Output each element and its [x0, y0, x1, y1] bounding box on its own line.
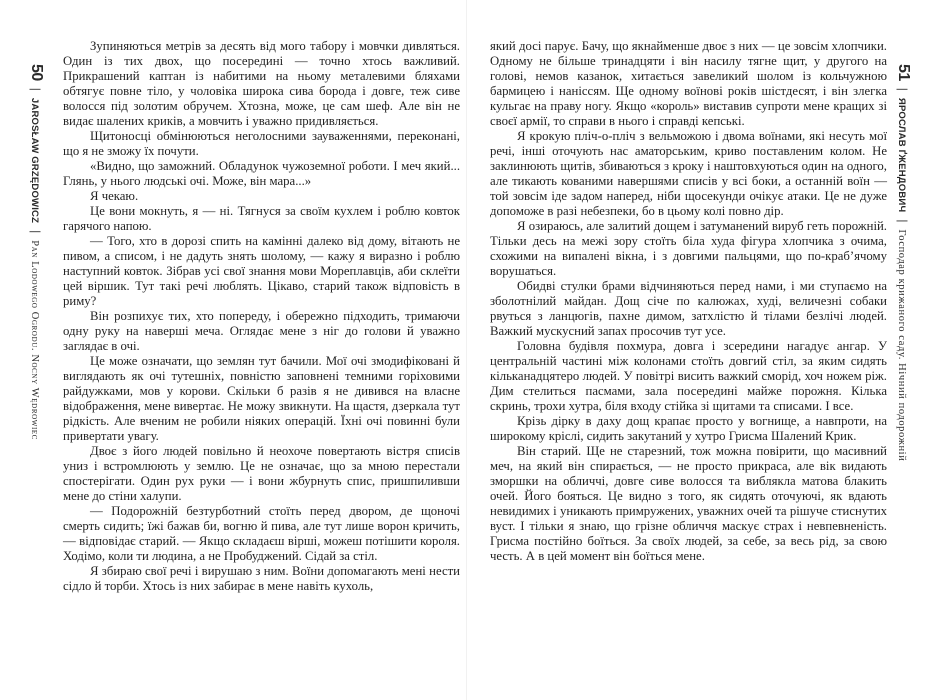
margin-separator: | [896, 219, 910, 223]
paragraph: Я озираюсь, але залитий дощем і затуманений вируб геть порожній. Тільки десь на межі зору стоїть біла худа фігура хлопчика з очима, схожими на випалені вікна, і з довгими пальцями, що по-крабʼячому ворушаться. [490, 219, 887, 278]
paragraph: Я крокую пліч-о-пліч з вельможою і двома воїнами, які несуть мої речі, інші оточують нас аматорським, криво поставленим колом. Не заклинюють щитів, збиваються з кроку і наштовхуються один на одного, але тикають кованими навершями списів у всі боки, а останній воїн — той зовсім іде задом наперед, ніби щосекунди очікує атаки. Це не дуже допоможе в разі небезпеки, бо в цьому колі повно дір. [490, 129, 887, 218]
paragraph: який досі парує. Бачу, що якнайменше двоє з них — це зовсім хлопчики. Одному не більше тринадцяти і він насилу тягне щит, у другого на голові, немов казанок, хитається завеликий шолом із кольчужною бармицею і наніссям. Ще одному воїнові років шістдесят, і він злегка кульгає на праву ногу. Якщо «король» виставив супроти мене кращих зі своєї армії, то справи в нього і справді кепські. [490, 39, 887, 128]
page-number: 50 [28, 64, 45, 81]
page-text-right [490, 39, 887, 564]
paragraph: Це може означати, що землян тут бачили. Мої очі змодифіковані й виглядають як очі тутешніх, повністю заповнені темними горіховими райдужками, мов у корови. Скільки б разів я не дивився на власне відображення, мене вивертає. Не можу звикнути. На щастя, дзеркала тут рідкість. Але вченим не робили ніяких операцій. Їхні очі повинні були привертати увагу. [63, 354, 460, 443]
page-text-left [63, 39, 460, 594]
paragraph: Він розпихує тих, хто попереду, і обережно підходить, тримаючи одну руку на наверші меча. Оглядає мене з ніг до голови й уважно заглядає в очі. [63, 309, 460, 353]
paragraph: Я збираю свої речі і вирушаю з ним. Воїни допомагають мені нести сідло й торби. Хтось із них забирає в мене навіть кухоль, [63, 564, 460, 593]
margin-separator: | [29, 230, 43, 234]
margin-author: JAROSŁAW GRZĘDOWICZ [29, 97, 40, 224]
paragraph: — Подорожній безтурботний стоїть перед двором, де щоночі смерть сидить; їжі бажав би, вогню й пива, але тут лише ворон кричить, — відповідає старий. — Якщо складаєш вірші, можеш потішити короля. Ходімо, коли ти людина, а не Пробуджений. Сідай за стіл. [63, 504, 460, 563]
paragraph: Я чекаю. [90, 189, 139, 203]
margin-book-title: Pan Lodowego Ogrodu. Nocny Wędrowiec [29, 240, 40, 441]
paragraph: Зупиняються метрів за десять від мого табору і мовчки дивляться. Один із тих двох, що посередині — точно хтось важливий. Прикрашений каптан із набитими на ньому металевими бляхами обтягує повне тіло, у чоловіка широка сива борода і довге, теж сиве волосся під золотим обручем. Хтозна, може, це сам шеф. Але він не видає шалених криків, а мовчить і уважно придивляється. [63, 39, 460, 128]
paragraph: Це вони мокнуть, я — ні. Тягнуся за своїм кухлем і роблю ковток гарячого напою. [63, 204, 460, 233]
paragraph: Щитоносці обмінюються неголосними зауваженнями, переконані, що я не зможу їх почути. [63, 129, 460, 158]
right-margin-header [894, 64, 912, 461]
paragraph: Він старий. Ще не старезний, тож можна повірити, що масивний меч, на який він спирається, — не просто прикраса, але вік видають зморшки на обличчі, довге сиве волосся та виблякла матова блакить очей. Його бояться. Це видно з того, як сидять оточуючі, як вдають невидимих і уникають примружених, уважних очей та рішуче стиснутих вуст. І тільки я знаю, що грізне обличчя маскує страх і невпевненість. Грисма постійно боїться. За своїх людей, за себе, за весь рід, за свою честь. А в цей момент він боїться мене. [490, 444, 887, 563]
margin-separator: | [29, 87, 43, 91]
paragraph: Головна будівля похмура, довга і зсередини нагадує ангар. У центральній частині між колонами стоїть довгий стіл, за яким сидять кільканадцятеро людей. У повітрі висить важкий сморід, хоч ножем ріж. Дим стелиться пасмами, зала посередині майже порожня. Кілька скринь, трохи хутра, біля входу стійка зі щитами та списами. І все. [490, 339, 887, 413]
paragraph: — Того, хто в дорозі спить на камінні далеко від дому, вітають не пивом, а списом, і не дадуть знять шолому, — кажу я виразно і роблю наступний ковток. Зібрав усі свої знання мови Мореплавців, аби склеїти цей віршик. Тут такі речі люблять. Цікаво, старий також відповість в риму? [63, 234, 460, 308]
paragraph: Крізь дірку в даху дощ крапає просто у вогнище, а навпроти, на широкому кріслі, сидить закутаний у хутро Грисма Шалений Крик. [490, 414, 887, 443]
page-gutter [466, 0, 467, 700]
paragraph: «Видно, що заможний. Обладунок чужоземної роботи. І меч який... Глянь, у нього людські очі. Може, він мара...» [63, 159, 460, 188]
paragraph: Обидві стулки брами відчиняються перед нами, і ми ступаємо на зболотнілий майдан. Дощ січе по калюжах, худі, величезні собаки рвуться з ланцюгів, пахне димом, затхлістю й тілами безлічі людей. Важкий мускусний запах просочив тут усе. [490, 279, 887, 338]
page-number: 51 [895, 64, 912, 81]
margin-separator: | [896, 87, 910, 91]
paragraph: Двоє з його людей повільно й неохоче повертають вістря списів униз і встромлюють у землю. Це не означає, що за мною перестали спостерігати. Один рух руки — і вони жбурнуть спис, пришпиливши мене до стіни халупи. [63, 444, 460, 503]
margin-book-title: Господар крижаного саду. Нічний подорожній [896, 229, 907, 462]
margin-author: ЯРОСЛАВ ҐЖЕНДОВИЧ [896, 97, 907, 213]
left-margin-header [27, 64, 45, 440]
